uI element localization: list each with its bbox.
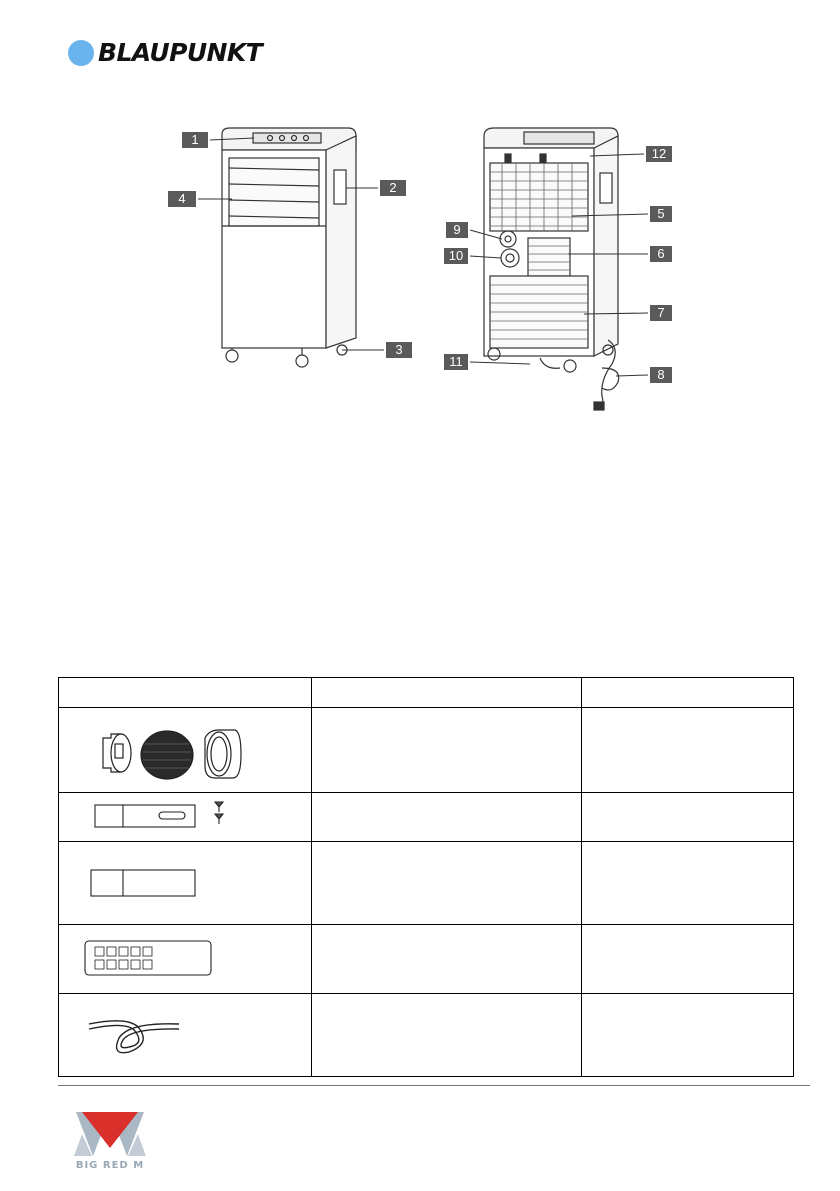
callout-6: 6: [650, 246, 672, 262]
callout-4: 4: [168, 191, 196, 207]
table-cell: [582, 994, 794, 1077]
table-cell-image: [59, 842, 312, 925]
callout-1: 1: [182, 132, 208, 148]
table-header-cell: [312, 678, 582, 708]
footer-logo: [72, 1108, 172, 1178]
table-row: [59, 708, 794, 793]
table-row: [59, 994, 794, 1077]
footer-divider: [58, 1085, 810, 1086]
exhaust-hose-adapters-icon: [59, 708, 312, 792]
callout-11: 11: [444, 354, 468, 370]
table-cell-image: [59, 925, 312, 994]
air-conditioner-front-back-icon: [150, 118, 690, 418]
brand-dot-icon: [68, 40, 94, 66]
table-cell-image: [59, 994, 312, 1077]
table-row: [59, 925, 794, 994]
table-cell: [312, 793, 582, 842]
footer-logo-text: BIG RED M: [75, 1160, 145, 1171]
table-header-row: [59, 678, 794, 708]
brand-logo: [68, 40, 262, 66]
callout-7: 7: [650, 305, 672, 321]
product-diagram: [150, 118, 690, 418]
window-slider-with-screws-icon: [59, 793, 312, 841]
window-slider-extension-icon: [59, 842, 312, 924]
big-red-m-logo-icon: [72, 1108, 152, 1160]
table-cell-image: [59, 793, 312, 842]
callout-9: 9: [446, 222, 468, 238]
table-cell: [582, 708, 794, 793]
callout-8: 8: [650, 367, 672, 383]
table-cell: [312, 994, 582, 1077]
table-cell: [312, 925, 582, 994]
table-row: [59, 842, 794, 925]
accessories-table: [58, 677, 794, 1077]
table-header-cell: [59, 678, 312, 708]
drain-hose-icon: [59, 994, 312, 1076]
table-cell: [582, 925, 794, 994]
callout-2: 2: [380, 180, 406, 196]
callout-3: 3: [386, 342, 412, 358]
table-header-cell: [582, 678, 794, 708]
brand-name: BLAUPUNKT: [98, 38, 263, 67]
callout-10: 10: [444, 248, 468, 264]
remote-control-icon: [59, 925, 312, 993]
callout-5: 5: [650, 206, 672, 222]
table-cell: [582, 793, 794, 842]
table-cell: [582, 842, 794, 925]
callout-12: 12: [646, 146, 672, 162]
table-cell: [312, 708, 582, 793]
table-row: [59, 793, 794, 842]
table-cell: [312, 842, 582, 925]
table-cell-image: [59, 708, 312, 793]
